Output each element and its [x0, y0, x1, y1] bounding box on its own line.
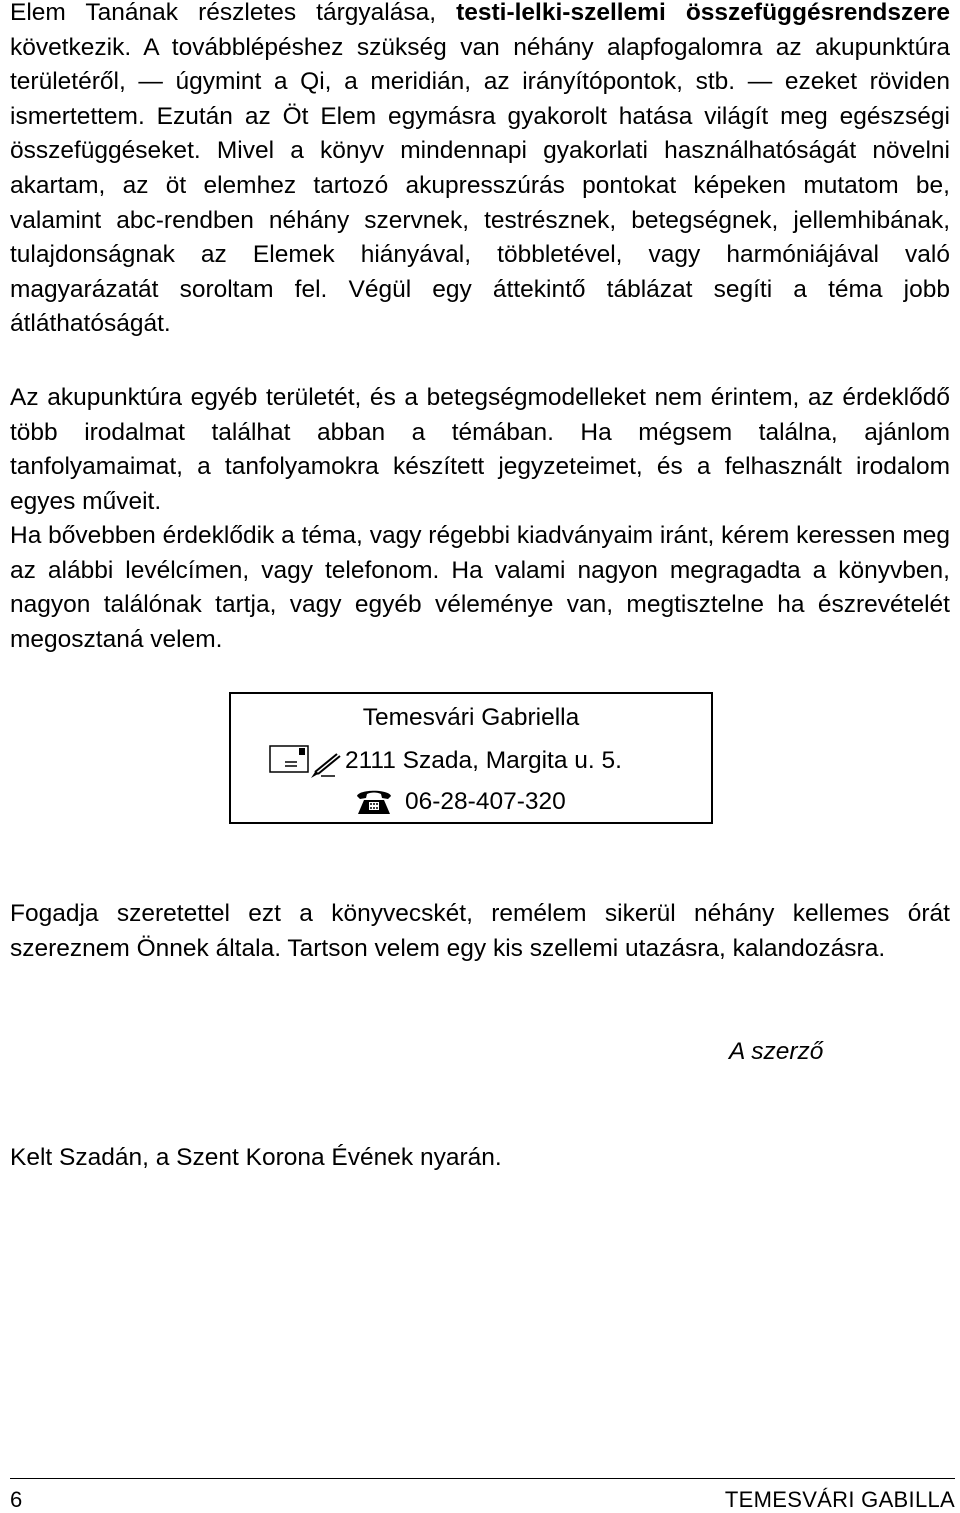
contact-phone: 06-28-407-320 [405, 788, 566, 815]
date-line: Kelt Szadán, a Szent Korona Évének nyarán. [10, 1144, 502, 1171]
contact-phone-line [355, 787, 566, 817]
paragraph-closing: Fogadja szeretettel ezt a könyvecskét, remélem sikerül néhány kellemes órát szereznem Önnek általa. Tartson velem egy kis szellemi utazásra, kalandozásra. [10, 900, 950, 962]
mail-pen-icon [269, 744, 345, 778]
paragraph-intro-rest: következik. A továbblépéshez szükség van néhány alapfogalomra az akupunktúra területéről, — úgymint a Qi, a meridián, az irányítópontok, stb. — ezeket röviden ismertettem. Ezután az Öt Elem egymásra gyakorolt hatása világít meg egészségi összefüggéseket. Mivel a könyv mindennapi gyakorlati használhatóságát növelni akartam, az öt elemhez tartozó akupresszúrás pontokat képeken mutatom be, valamint abc-rendben néhány szervnek, testrésznek, betegségnek, jellemhibának, tulajdonságnak az Elemek hiányával, többletével, vagy harmóniájával való magyarázatát soroltam fel. Végül egy áttekintő táblázat segíti a téma jobb átláthatóságát. [10, 33, 950, 338]
paragraph-intro-lead: Elem Tanának részletes tárgyalása, [10, 0, 457, 26]
footer-divider [10, 1478, 955, 1479]
paragraph-intro [10, 0, 950, 342]
contact-address-line [269, 744, 622, 778]
footer-page-number: 6 [10, 1487, 23, 1512]
paragraph-contact-invite: Ha bővebben érdeklődik a téma, vagy régebbi kiadványaim iránt, kérem keressen meg az alábbi levélcímen, vagy telefonom. Ha valami nagyon megragadta a könyvben, nagyon találónak tartja, vagy egyéb véleménye van, megtisztelne ha észrevételét megosztaná velem. [10, 522, 950, 653]
paragraph-acupuncture: Az akupunktúra egyéb területét, és a betegségmodelleket nem érintem, az érdeklődő több irodalmat találhat abban a témában. Ha mégsem találna, ajánlom tanfolyamaimat, a tanfolyamokra készített jegyzeteimet, és a felhasznált irodalom egyes műveit. [10, 384, 950, 515]
paragraph-intro-bold: testi-lelki-szellemi összefüggésrendszere [456, 0, 950, 26]
contact-name: Temesvári Gabriella [362, 704, 580, 731]
footer-author: TEMESVÁRI GABILLA [724, 1487, 955, 1512]
contact-address: 2111 Szada, Margita u. 5. [345, 747, 622, 774]
signature: A szerző [729, 1038, 824, 1065]
contact-box [229, 692, 713, 824]
telephone-icon [355, 787, 393, 817]
